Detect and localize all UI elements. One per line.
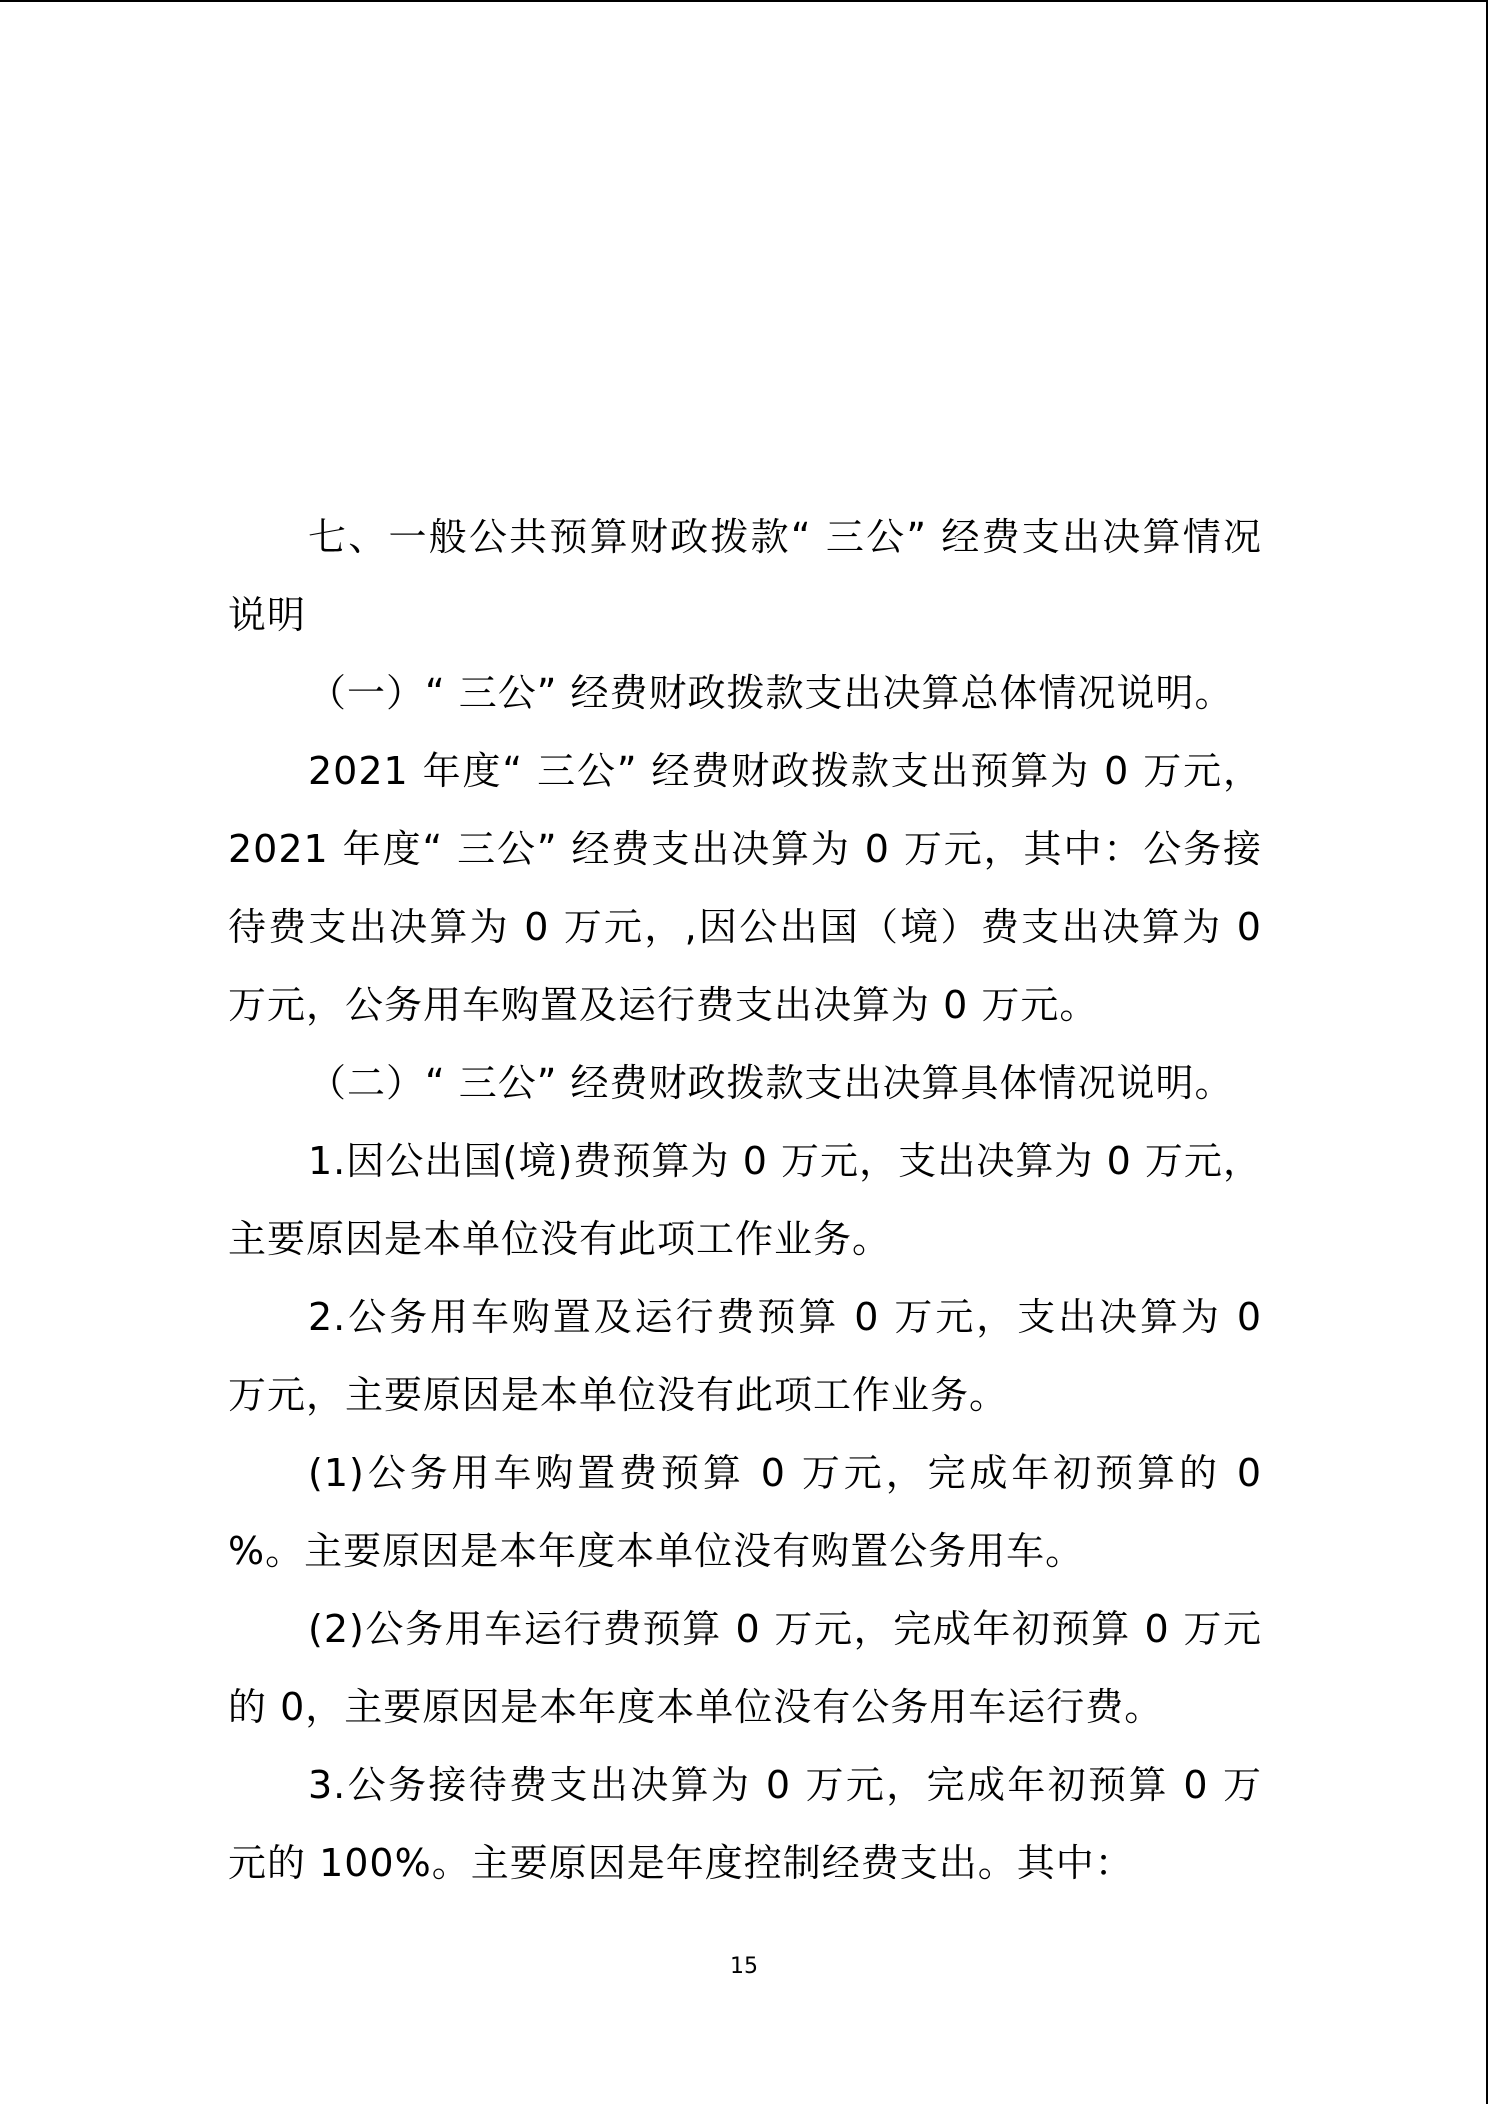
paragraph-vehicle-operation: (2)公务用车运行费预算 0 万元，完成年初预算 0 万元的 0，主要原因是本年度本单位没有公务用车运行费。 xyxy=(228,1607,1262,1729)
paragraph-overall-summary: 2021 年度“ 三公” 经费财政拨款支出预算为 0 万元，2021 年度“ 三公” 经费支出决算为 0 万元，其中：公务接待费支出决算为 0 万元，,因公出国（境）费支出决算为 0 万元，公务用车购置及运行费支出决算为 0 万元。 xyxy=(228,749,1262,1027)
subheading-overall: （一）“ 三公” 经费财政拨款支出决算总体情况说明。 xyxy=(308,671,1234,715)
top-border-line xyxy=(0,0,1488,2)
paragraph-official-reception: 3.公务接待费支出决算为 0 万元，完成年初预算 0 万元的 100%。主要原因是年度控制经费支出。其中： xyxy=(228,1763,1262,1885)
body-text xyxy=(228,498,1262,1902)
page-number: 15 xyxy=(730,1954,758,1979)
paragraph-vehicle-purchase: (1)公务用车购置费预算 0 万元，完成年初预算的 0 %。主要原因是本年度本单位没有购置公务用车。 xyxy=(228,1451,1262,1573)
section-heading-seven: 七、一般公共预算财政拨款“ 三公” 经费支出决算情况说明 xyxy=(228,515,1262,637)
subheading-details: （二）“ 三公” 经费财政拨款支出决算具体情况说明。 xyxy=(308,1061,1234,1105)
paragraph-overseas-travel: 1.因公出国(境)费预算为 0 万元，支出决算为 0 万元，主要原因是本单位没有此项工作业务。 xyxy=(228,1139,1262,1261)
paragraph-official-vehicles: 2.公务用车购置及运行费预算 0 万元，支出决算为 0 万元，主要原因是本单位没有此项工作业务。 xyxy=(228,1295,1262,1417)
